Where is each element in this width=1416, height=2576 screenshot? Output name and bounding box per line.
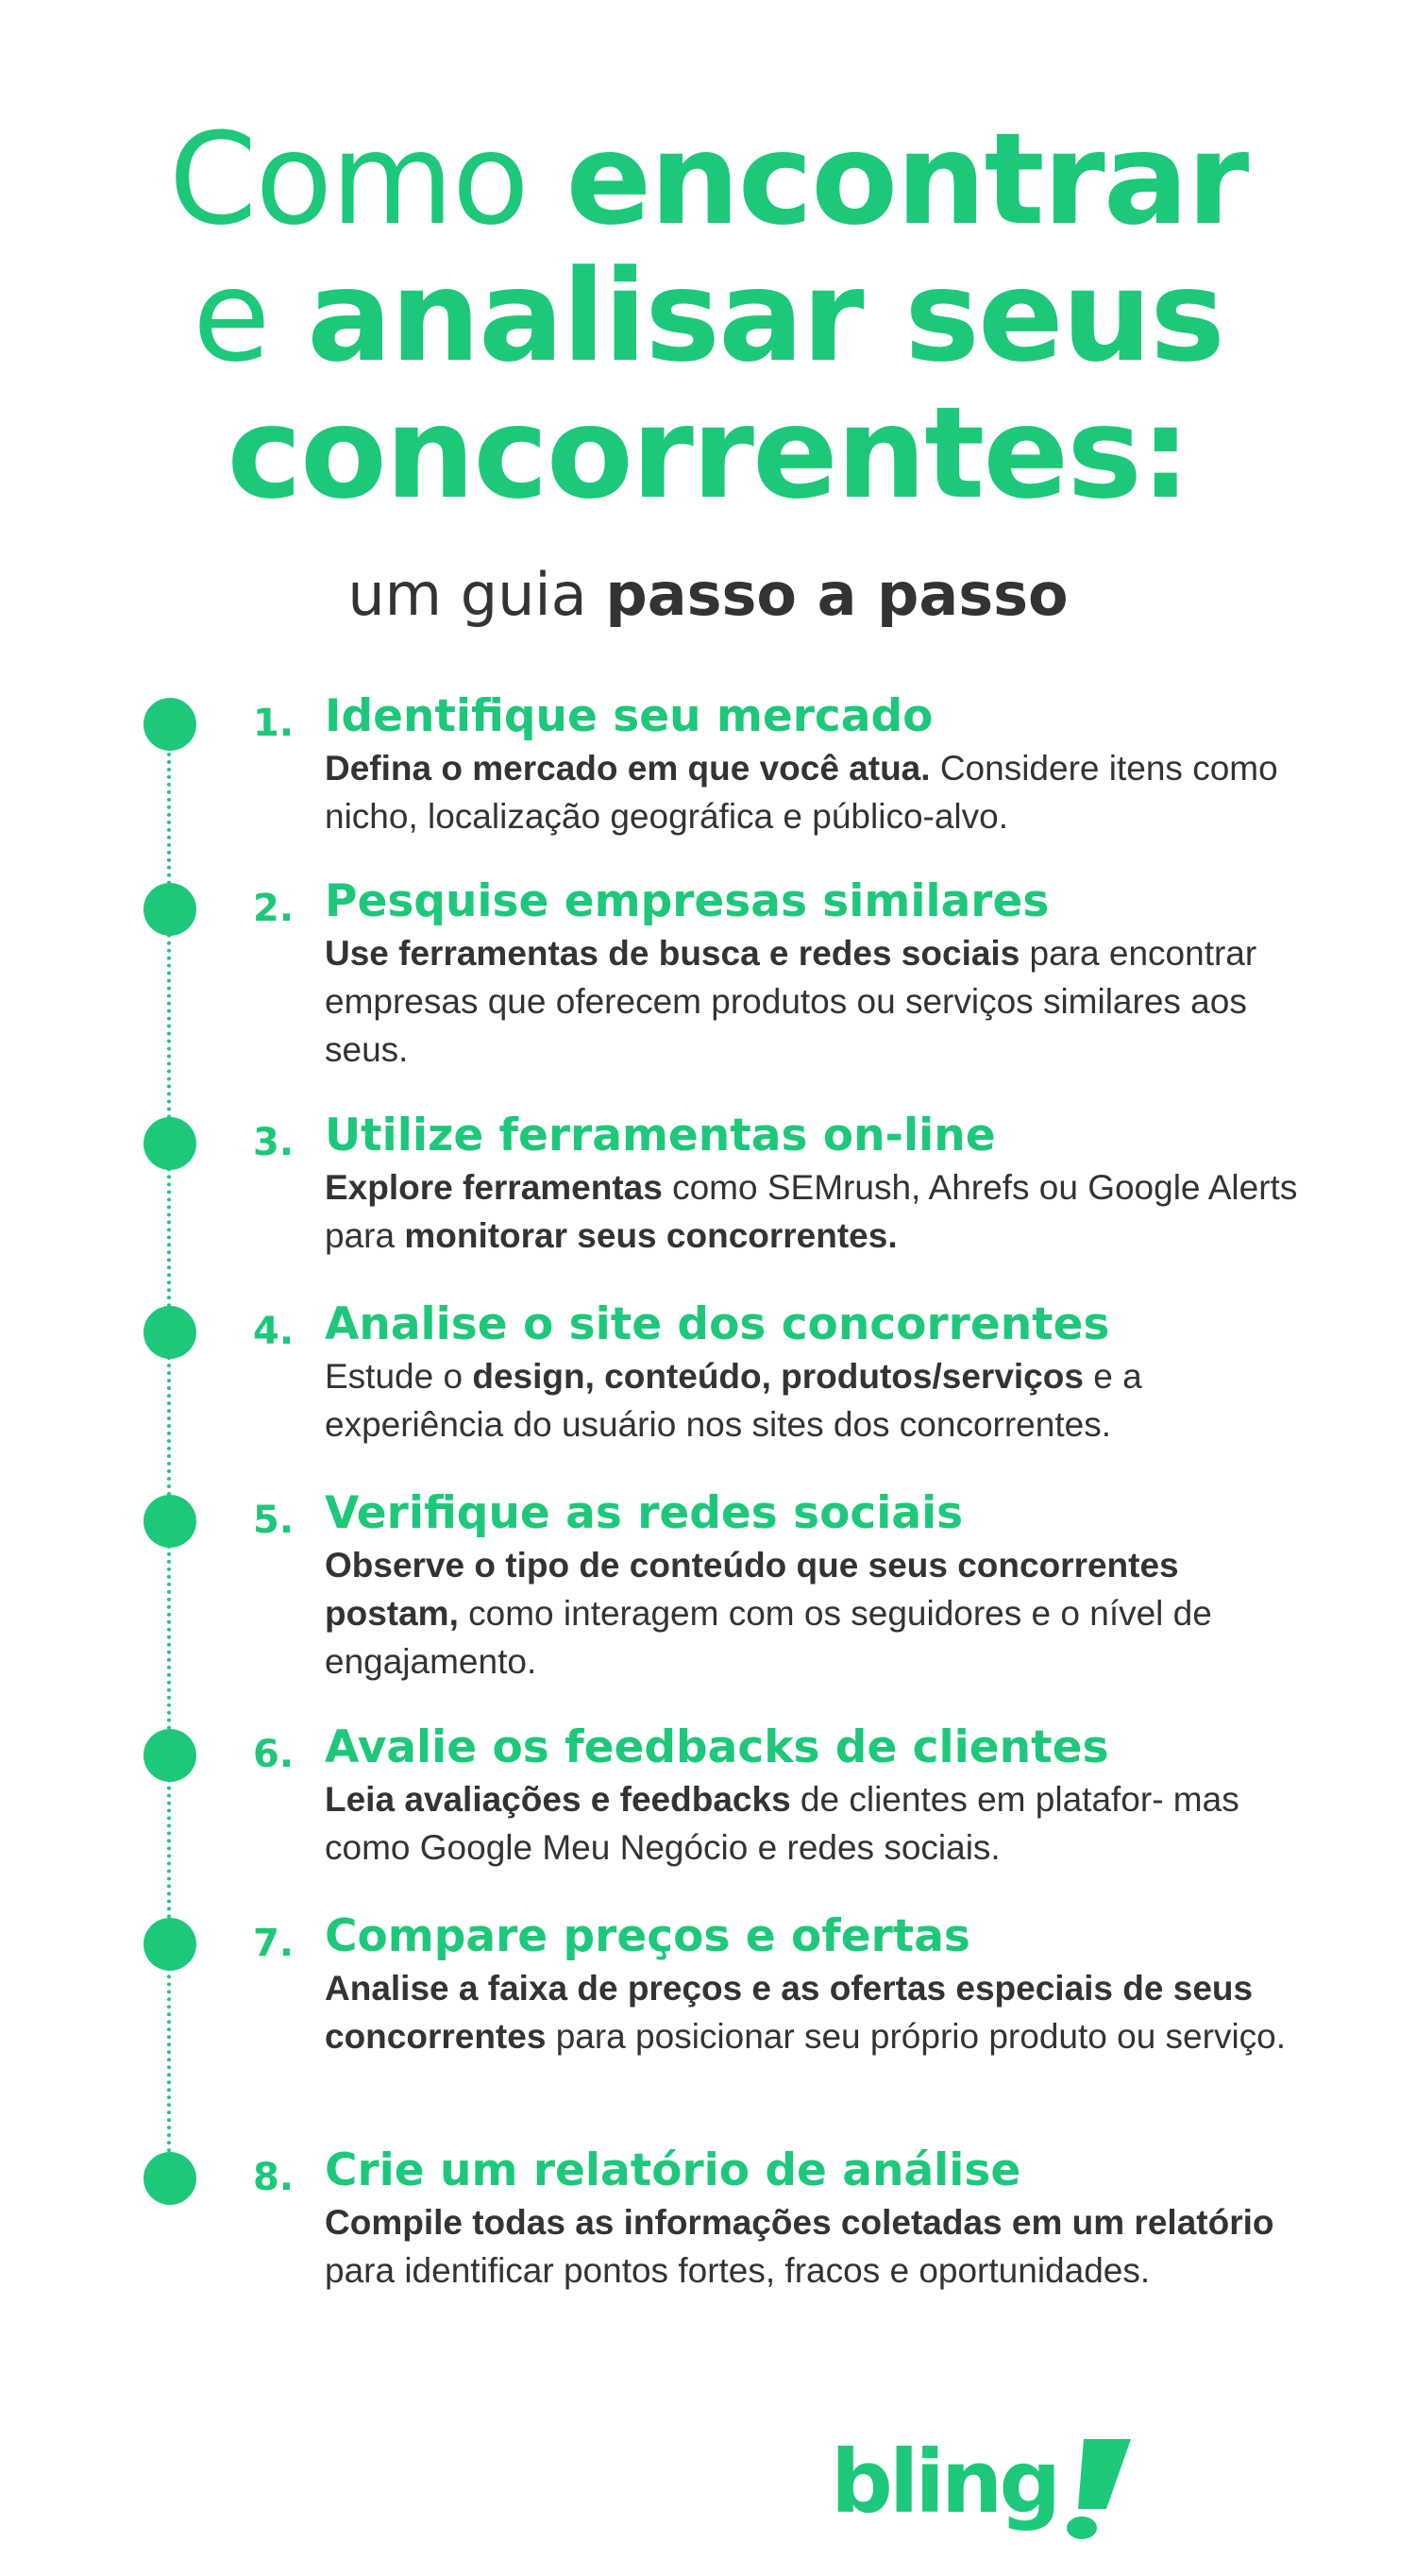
step-number: 7. xyxy=(253,1922,295,1965)
subtitle: um guia passo a passo xyxy=(347,560,1069,629)
step-6 xyxy=(325,1720,1316,1872)
step-number: 8. xyxy=(253,2156,295,2199)
step-title: Analise o site dos concorrentes xyxy=(325,1298,1110,1350)
step-5 xyxy=(325,1486,1316,1686)
title-line-2: e analisar seus xyxy=(193,243,1223,390)
timeline-dot xyxy=(143,883,196,936)
step-number: 1. xyxy=(253,702,295,745)
title-line-1: Como encontrar xyxy=(168,106,1248,253)
timeline-dot xyxy=(143,2152,196,2205)
step-description: Analise a faixa de preços e as ofertas especiais de seus concorrentes para posicionar seu próprio produto ou serviço. xyxy=(325,1969,1287,2056)
step-number: 6. xyxy=(253,1733,295,1776)
step-description: Leia avaliações e feedbacks de clientes em platafor- mas como Google Meu Negócio e redes sociais. xyxy=(325,1780,1239,1867)
step-8 xyxy=(325,2144,1316,2295)
step-3 xyxy=(325,1109,1316,1260)
step-description: Estude o design, conteúdo, produtos/serviços e a experiência do usuário nos sites dos concorrentes. xyxy=(325,1357,1142,1444)
step-description: Explore ferramentas como SEMrush, Ahrefs ou Google Alerts para monitorar seus concorrentes. xyxy=(325,1168,1298,1255)
step-title: Utilize ferramentas on-line xyxy=(325,1110,996,1161)
step-number: 3. xyxy=(253,1121,295,1164)
step-1 xyxy=(325,689,1316,840)
step-title: Compare preços e ofertas xyxy=(325,1910,970,1962)
step-description: Use ferramentas de busca e redes sociais para encontrar empresas que oferecem produtos ou serviços similares aos seus. xyxy=(325,934,1257,1069)
step-4 xyxy=(325,1297,1316,1449)
step-number: 5. xyxy=(253,1499,295,1542)
timeline-dot xyxy=(143,1306,196,1359)
step-description: Defina o mercado em que você atua. Considere itens como nicho, localização geográfica e público-alvo. xyxy=(325,749,1278,836)
step-7 xyxy=(325,1909,1316,2060)
main-title xyxy=(0,106,1416,527)
timeline-dot xyxy=(143,1495,196,1548)
step-number: 4. xyxy=(253,1310,295,1353)
step-description: Observe o tipo de conteúdo que seus concorrentes postam, como interagem com os seguidores e o nível de engajamento. xyxy=(325,1546,1212,1681)
step-title: Pesquise empresas similares xyxy=(325,875,1050,927)
timeline-dot xyxy=(143,1117,196,1170)
step-description: Compile todas as informações coletadas em um relatório para identificar pontos fortes, fracos e oportunidades. xyxy=(325,2203,1274,2290)
step-title: Verifique as redes sociais xyxy=(325,1487,964,1539)
title-line-3: concorrentes: xyxy=(227,380,1189,527)
timeline-dot xyxy=(143,1918,196,1971)
timeline-dot xyxy=(143,698,196,751)
timeline-dot xyxy=(143,1729,196,1782)
step-title: Avalie os feedbacks de clientes xyxy=(325,1721,1109,1773)
logo-wordmark: bling xyxy=(831,2432,1058,2533)
bling-logo xyxy=(831,2422,1152,2545)
step-number: 2. xyxy=(253,887,295,930)
step-title: Identifique seu mercado xyxy=(325,690,934,742)
step-2 xyxy=(325,874,1316,1074)
step-title: Crie um relatório de análise xyxy=(325,2144,1021,2196)
svg-text:!: ! xyxy=(831,2422,832,2423)
